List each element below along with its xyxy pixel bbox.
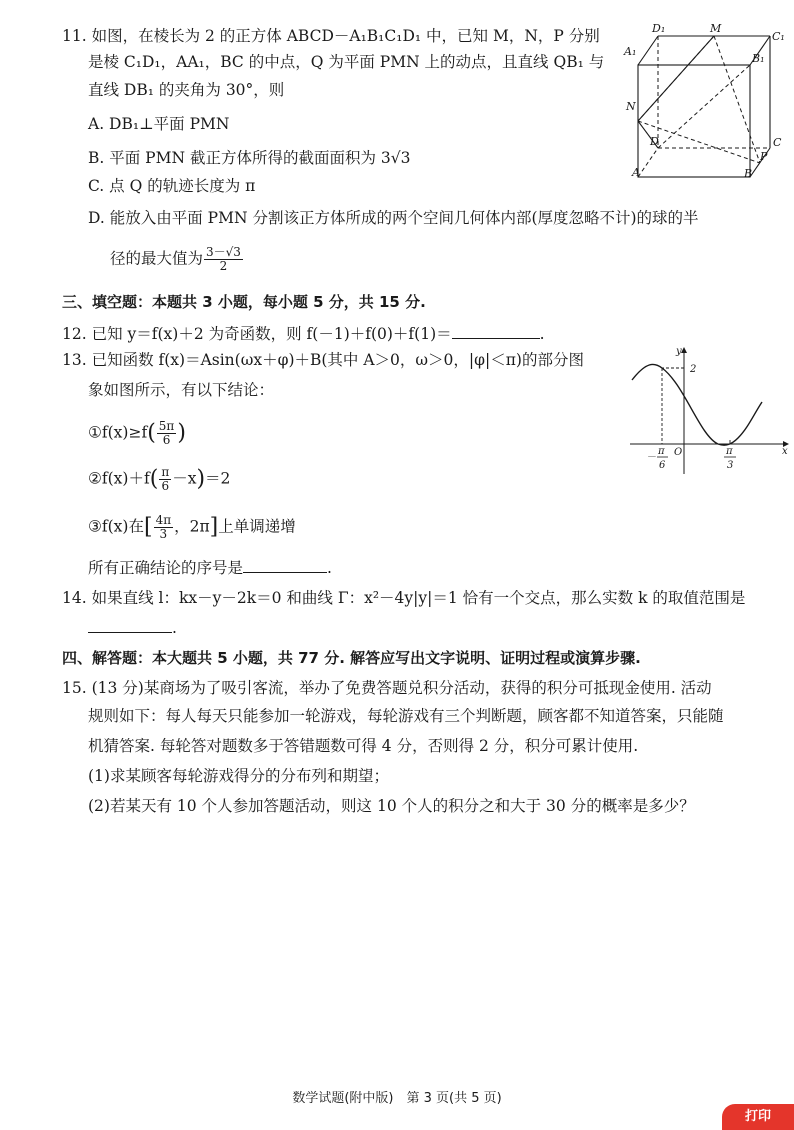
sine-curve	[632, 364, 762, 445]
label-d1: D₁	[652, 22, 666, 35]
q13-answer-blank[interactable]	[243, 556, 327, 573]
x-axis-label: x	[782, 446, 788, 457]
label-b1: B₁	[752, 52, 765, 65]
statement-3-mid: ，2π	[174, 517, 210, 536]
fraction-denominator: 3	[159, 527, 168, 541]
label-n: N	[626, 100, 636, 113]
section-3-heading: 三、填空题：本题共 3 小题，每小题 5 分，共 15 分.	[62, 293, 426, 311]
left-tick-numerator: π	[658, 446, 665, 457]
fraction-numerator: 4π	[155, 513, 172, 527]
q13-line1: 13. 已知函数 f(x)＝Asin(ωx＋φ)＋B(其中 A＞0，ω＞0，|φ|＜π)的部分图	[62, 351, 584, 369]
paren-open: (	[147, 420, 156, 446]
fraction-numerator: 3－√3	[206, 245, 241, 259]
label-b: B	[744, 167, 753, 180]
q15-part2: (2)若某天有 10 个人参加答题活动，则这 10 个人的积分之和大于 30 分的概率是多少？	[88, 797, 695, 815]
statement-3-prefix: ③f(x)在	[88, 517, 144, 536]
page-footer: 数学试题(附中版) 第 3 页(共 5 页)	[292, 1091, 502, 1106]
q13-line2: 象如图所示，有以下结论：	[88, 381, 275, 399]
q14-end: .	[172, 619, 177, 637]
statement-2-end: ＝2	[205, 469, 231, 488]
q13-end: .	[327, 559, 332, 577]
cube-figure	[622, 20, 792, 180]
label-a: A	[632, 166, 640, 179]
fraction-denominator: 2	[219, 259, 228, 273]
right-tick-denominator: 3	[727, 460, 734, 471]
q14-line1: 14. 如果直线 l：kx－y－2k＝0 和曲线 Γ：x²－4y|y|＝1 恰有一个交点，那么实数 k 的取值范围是	[62, 589, 746, 607]
q15-line3: 机猜答案. 每轮答对题数多于答错题数可得 4 分，否则得 2 分，积分可累计使用.	[88, 737, 639, 755]
max-label: 2	[690, 364, 697, 375]
q11-option-d-line2	[110, 246, 244, 273]
right-tick-numerator: π	[726, 446, 733, 457]
label-c: C	[773, 136, 782, 149]
cube-hidden-edge-ad	[638, 148, 658, 177]
q11-option-d-prefix: 径的最大值为	[110, 249, 204, 268]
q13-statement-3	[88, 514, 296, 541]
fraction-denominator: 6	[161, 479, 170, 493]
statement-2-fraction	[159, 466, 171, 493]
paren-close: )	[177, 420, 186, 446]
fraction-numerator: 5π	[158, 419, 175, 433]
sine-graph	[622, 340, 794, 480]
label-m: M	[710, 22, 722, 35]
q13-statement-1	[88, 420, 186, 447]
section-4-heading: 四、解答题：本大题共 5 小题，共 77 分. 解答应写出文字说明、证明过程或演算步骤.	[62, 649, 641, 667]
label-a1: A₁	[624, 45, 637, 58]
q11-option-d-fraction	[204, 246, 243, 273]
bracket-close: ]	[209, 514, 219, 540]
diagonal-db1	[658, 65, 750, 148]
statement-3-fraction	[154, 514, 174, 541]
q15-part1: (1)求某顾客每轮游戏得分的分布列和期望；	[88, 767, 389, 785]
statement-2-prefix: ②f(x)＋f	[88, 469, 150, 488]
q11-option-b: B. 平面 PMN 截正方体所得的截面面积为 3√3	[88, 149, 411, 167]
q15-line1: 15. (13 分)某商场为了吸引客流，举办了免费答题兑积分活动，获得的积分可抵现金使用. 活动	[62, 679, 712, 697]
statement-1-fraction	[157, 420, 177, 447]
statement-2-suffix: －x	[172, 469, 197, 488]
fraction-numerator: π	[161, 465, 170, 479]
label-c1: C₁	[772, 30, 785, 43]
statement-1-prefix: ①f(x)≥f	[88, 423, 148, 442]
q14-answer-blank[interactable]	[88, 616, 172, 633]
q15-line2: 规则如下：每人每天只能参加一轮游戏，每轮游戏有三个判断题，顾客都不知道答案，只能随	[88, 707, 724, 725]
q11-line3: 直线 DB₁ 的夹角为 30°，则	[88, 81, 285, 99]
q12-answer-blank[interactable]	[452, 322, 540, 339]
statement-3-end: 上单调递增	[218, 517, 296, 536]
print-stamp[interactable]: 打印	[722, 1104, 794, 1130]
q12	[62, 322, 545, 344]
origin-label: O	[674, 447, 683, 458]
q13-ask	[88, 556, 332, 578]
bracket-open: [	[143, 514, 153, 540]
q11-option-c: C. 点 Q 的轨迹长度为 π	[88, 177, 256, 195]
fraction-denominator: 6	[162, 433, 171, 447]
left-tick-minus: －	[646, 452, 656, 463]
q11-line1: 11. 如图，在棱长为 2 的正方体 ABCD－A₁B₁C₁D₁ 中，已知 M，N，P 分别	[62, 27, 600, 45]
q12-text: 12. 已知 y＝f(x)＋2 为奇函数，则 f(－1)＋f(0)＋f(1)＝	[62, 325, 452, 343]
q11-option-d-line1: D. 能放入由平面 PMN 分割该正方体所成的两个空间几何体内部(厚度忽略不计)的球的半	[88, 209, 699, 227]
y-axis-label: y	[676, 346, 682, 357]
q14-line2	[88, 616, 177, 638]
cube-edge-a1d1	[638, 36, 658, 65]
paren-open: (	[149, 466, 159, 492]
paren-close: )	[196, 466, 206, 492]
q11-option-a: A. DB₁⊥平面 PMN	[88, 115, 230, 133]
label-d: D	[650, 135, 659, 148]
left-tick-denominator: 6	[659, 460, 666, 471]
label-p: P	[760, 150, 768, 163]
q12-end: .	[539, 325, 545, 343]
q11-line2: 是棱 C₁D₁，AA₁，BC 的中点，Q 为平面 PMN 上的动点，且直线 QB₁ 与	[88, 53, 605, 71]
cube-front-face	[638, 65, 750, 177]
q13-ask-text: 所有正确结论的序号是	[88, 559, 244, 577]
q13-statement-2	[88, 466, 230, 493]
